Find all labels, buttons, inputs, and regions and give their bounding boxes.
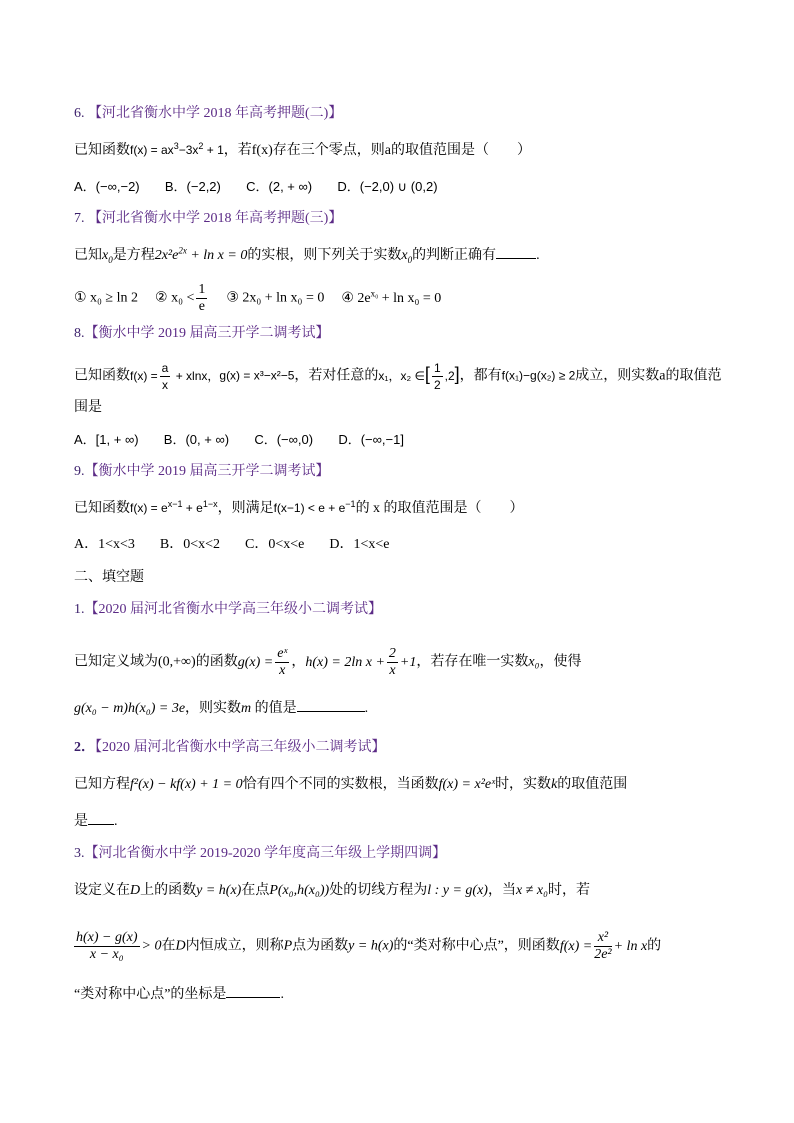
fill3-line1 bbox=[74, 881, 590, 901]
q8-function-g: g(x) = x³−x²−5 bbox=[219, 368, 295, 383]
q8-option-d: D．(−∞,−1] bbox=[338, 432, 404, 447]
fill3-text-c: 在点 bbox=[241, 883, 270, 898]
q7-stem-a: 已知 bbox=[74, 248, 102, 263]
fill3-text-l: “类对称中心点”的坐标是 bbox=[74, 987, 227, 1002]
q8-stem-d: 成立，则实数a的取值范 bbox=[575, 368, 722, 384]
fill1-line2: g(x₀ − m)h(x₀) = 3e，则实数m 的值是 . bbox=[74, 701, 369, 716]
fill1-h: h(x) = 2ln x + $\frac{2}{x}$ +1 bbox=[305, 646, 417, 678]
q6-options bbox=[74, 177, 438, 197]
fill3-condition-fraction: $\frac{h(x) - g(x)}{\text{x − x₀}}$ bbox=[76, 930, 138, 962]
fill3-function: f(x) = $\frac{\text{x²}}{\text{2e²}}$ + ln x bbox=[559, 930, 648, 962]
fill3-P2: P bbox=[283, 938, 293, 954]
q9-number: 9. bbox=[74, 464, 85, 479]
fill2-text-a: 已知方程 bbox=[74, 777, 130, 792]
fill3-text-g: 在 bbox=[161, 938, 176, 954]
q7-equation: $2x^2e^{2x} + \ln x = 0$ bbox=[154, 245, 248, 263]
fill2-answer-blank bbox=[88, 812, 114, 825]
fill2-text-e: 是 bbox=[74, 814, 88, 829]
fill3-text-f: 时，若 bbox=[547, 883, 590, 898]
q7-number: 7. bbox=[74, 211, 85, 226]
q8-option-c: C．(−∞,0) bbox=[254, 432, 314, 447]
fill3-text-i: 点为函数 bbox=[292, 938, 349, 954]
q6-source: 【河北省衡水中学 2018 年高考押题(二)】 bbox=[88, 106, 343, 121]
q8-options bbox=[74, 430, 404, 450]
fill2-number: 2． bbox=[74, 740, 95, 755]
q6-stem-text: 已知函数 bbox=[74, 143, 130, 158]
q9-options bbox=[74, 535, 390, 555]
q8-stem-b: ，若对任意的 bbox=[294, 368, 379, 384]
q6-stem-tail: ，若f(x)存在三个零点，则a的取值范围是（ ） bbox=[223, 143, 531, 158]
q9-stem-c: 的 x 的取值范围是（ ） bbox=[355, 501, 524, 516]
q8-stem-c: ，都有 bbox=[459, 368, 502, 384]
q7-source: 【河北省衡水中学 2018 年高考押题(三)】 bbox=[88, 211, 343, 226]
q7-x0-ref: $x_0$ bbox=[401, 248, 413, 265]
fill1-text-f: 的值是 bbox=[251, 701, 297, 716]
q7-option-4: ④ $2e^{x_0} + \ln x_0 = 0$ bbox=[341, 288, 442, 306]
fill1-source: 【2020 届河北省衡水中学高三年级小二调考试】 bbox=[84, 602, 382, 617]
fill3-source: 【河北省衡水中学 2019-2020 学年度高三年级上学期四调】 bbox=[84, 846, 447, 861]
q6-header bbox=[74, 104, 342, 124]
fill2-equation: f²(x) − kf(x) + 1 = 0 bbox=[130, 777, 243, 792]
q7-header bbox=[74, 209, 342, 229]
q8-interval: x₁，x₂ ∈[ $\frac{1}{2}$ ,2] bbox=[378, 361, 460, 392]
fill1-text-d: ，使得 bbox=[539, 654, 582, 670]
q9-option-c: C．0<x<e bbox=[245, 537, 305, 552]
fill3-gt: > 0 bbox=[141, 938, 162, 954]
fill3-line2 bbox=[74, 930, 661, 963]
fill3-ne: x ≠ x₀ bbox=[515, 883, 548, 898]
fill1-text-c: ，若存在唯一实数 bbox=[416, 654, 529, 670]
q6-option-a: A．(−∞,−2) bbox=[74, 179, 140, 194]
q7-x0: $x_0$ bbox=[102, 248, 113, 265]
q8-number: 8. bbox=[74, 326, 85, 341]
q7-options bbox=[74, 282, 441, 315]
q7-option-1: ① x₀ ≥ ln 2 bbox=[74, 290, 139, 306]
fill1-header bbox=[74, 600, 382, 620]
fill1-sep: ， bbox=[291, 654, 306, 670]
q7-answer-blank bbox=[496, 246, 536, 259]
fill1-text-e: ，则实数 bbox=[185, 701, 242, 716]
fill3-answer-blank bbox=[226, 985, 280, 998]
fill2-line1 bbox=[74, 775, 627, 795]
fill3-text-b: 上的函数 bbox=[140, 883, 197, 898]
q9-stem-a: 已知函数 bbox=[74, 501, 130, 516]
q8-stem bbox=[74, 360, 722, 393]
q9-stem-b: ，则满足 bbox=[217, 501, 274, 516]
q6-stem bbox=[74, 140, 531, 161]
fill3-text-h: 内恒成立，则称 bbox=[185, 938, 284, 954]
fill1-g: g(x) = $\frac{\text{eˣ}}{x}$ bbox=[237, 646, 288, 678]
q7-fraction-1-over-e: $\frac{1}{e}$ bbox=[198, 282, 206, 314]
q6-function: $f(x) = ax^3-3x^2 + 1$ bbox=[130, 141, 224, 157]
q8-function-f: f(x) = $\frac{a}{x}$ + xlnx， bbox=[130, 361, 220, 392]
fill3-y2: y = h(x) bbox=[348, 938, 394, 954]
q6-option-b: B．(−2,2) bbox=[164, 179, 221, 194]
fill1-condition: g(x₀ − m)h(x₀) = 3e bbox=[74, 701, 186, 716]
fill1-text-b: 的函数 bbox=[195, 654, 238, 670]
q6-option-d: D．(−2,0) ∪ (0,2) bbox=[337, 179, 438, 194]
fill3-text-d: 处的切线方程为 bbox=[329, 883, 428, 898]
q9-option-d: D．1<x<e bbox=[329, 537, 390, 552]
q7-option-3: ③ 2x₀ + ln x₀ = 0 bbox=[226, 290, 325, 306]
q7-stem-d: 的判断正确有 bbox=[412, 248, 497, 263]
section-title: 二、填空题 bbox=[74, 570, 144, 585]
fill2-k: k bbox=[551, 777, 558, 792]
q8-header bbox=[74, 324, 330, 344]
q9-stem bbox=[74, 498, 524, 519]
fill1-number: 1. bbox=[74, 602, 85, 617]
fill3-line3: “类对称中心点”的坐标是 . bbox=[74, 987, 284, 1002]
q9-header bbox=[74, 462, 330, 482]
fill3-text-e: ，当 bbox=[487, 883, 516, 898]
fill1-line1 bbox=[74, 646, 581, 679]
fill2-text-c: 时，实数 bbox=[495, 777, 552, 792]
fill1-domain: (0,+∞) bbox=[158, 654, 196, 670]
fill2-line2: 是 . bbox=[74, 814, 118, 829]
q7-stem: 已知$x_0$是方程$2x^2e^{2x} + \ln x = 0$的实根，则下列关于实数$x_0$的判断正确有 . bbox=[74, 245, 540, 265]
q9-function: $f(x) = e^{x-1} + e^{1-x}$ bbox=[130, 499, 218, 515]
fill1-text-a: 已知定义域为 bbox=[74, 654, 158, 670]
q7-stem-b: 是方程 bbox=[112, 248, 155, 263]
q6-number: 6. bbox=[74, 106, 85, 121]
q8-stem-e: 围是 bbox=[74, 400, 102, 415]
fill2-header bbox=[74, 738, 386, 758]
q6-option-c: C．(2, + ∞) bbox=[246, 179, 313, 194]
fill3-y: y = h(x) bbox=[196, 883, 242, 898]
fill3-text-a: 设定义在 bbox=[74, 883, 130, 898]
fill1-m: m bbox=[241, 701, 252, 716]
fill3-tangent: l : y = g(x) bbox=[427, 883, 488, 898]
fill2-text-d: 的取值范围 bbox=[557, 777, 628, 792]
q8-stem-cont bbox=[74, 398, 102, 418]
fill3-number: 3. bbox=[74, 846, 85, 861]
fill1-answer-blank bbox=[297, 699, 365, 712]
fill1-x0: x₀ bbox=[528, 654, 540, 670]
q9-option-b: B．0<x<2 bbox=[159, 537, 221, 552]
q8-inequality: f(x₁)−g(x₂) ≥ 2 bbox=[501, 368, 576, 383]
fill3-text-j: 的“类对称中心点”，则函数 bbox=[393, 938, 560, 954]
fill2-function: f(x) = x²eˣ bbox=[438, 777, 496, 792]
fill3-D2: D bbox=[175, 938, 186, 954]
q8-option-b: B．(0, + ∞) bbox=[163, 432, 230, 447]
q7-stem-c: 的实根，则下列关于实数 bbox=[247, 248, 402, 263]
fill3-P: P(x₀,h(x₀)) bbox=[269, 883, 330, 898]
q9-source: 【衡水中学 2019 届高三开学二调考试】 bbox=[84, 464, 330, 479]
fill3-D: D bbox=[130, 883, 141, 898]
fill3-text-k: 的 bbox=[647, 938, 662, 954]
fill3-header bbox=[74, 844, 446, 864]
q7-option-2: ② x₀ < bbox=[155, 290, 195, 306]
fill2-source: 【2020 届河北省衡水中学高三年级小二调考试】 bbox=[95, 740, 386, 755]
q9-option-a: A．1<x<3 bbox=[74, 537, 135, 552]
q8-option-a: A．[1, + ∞) bbox=[74, 432, 139, 447]
q8-stem-a: 已知函数 bbox=[74, 368, 130, 384]
fill2-text-b: 恰有四个不同的实数根，当函数 bbox=[242, 777, 439, 792]
q8-source: 【衡水中学 2019 届高三开学二调考试】 bbox=[84, 326, 330, 341]
q9-inequality: $f(x-1) < e + e^{-1}$ bbox=[273, 499, 356, 515]
